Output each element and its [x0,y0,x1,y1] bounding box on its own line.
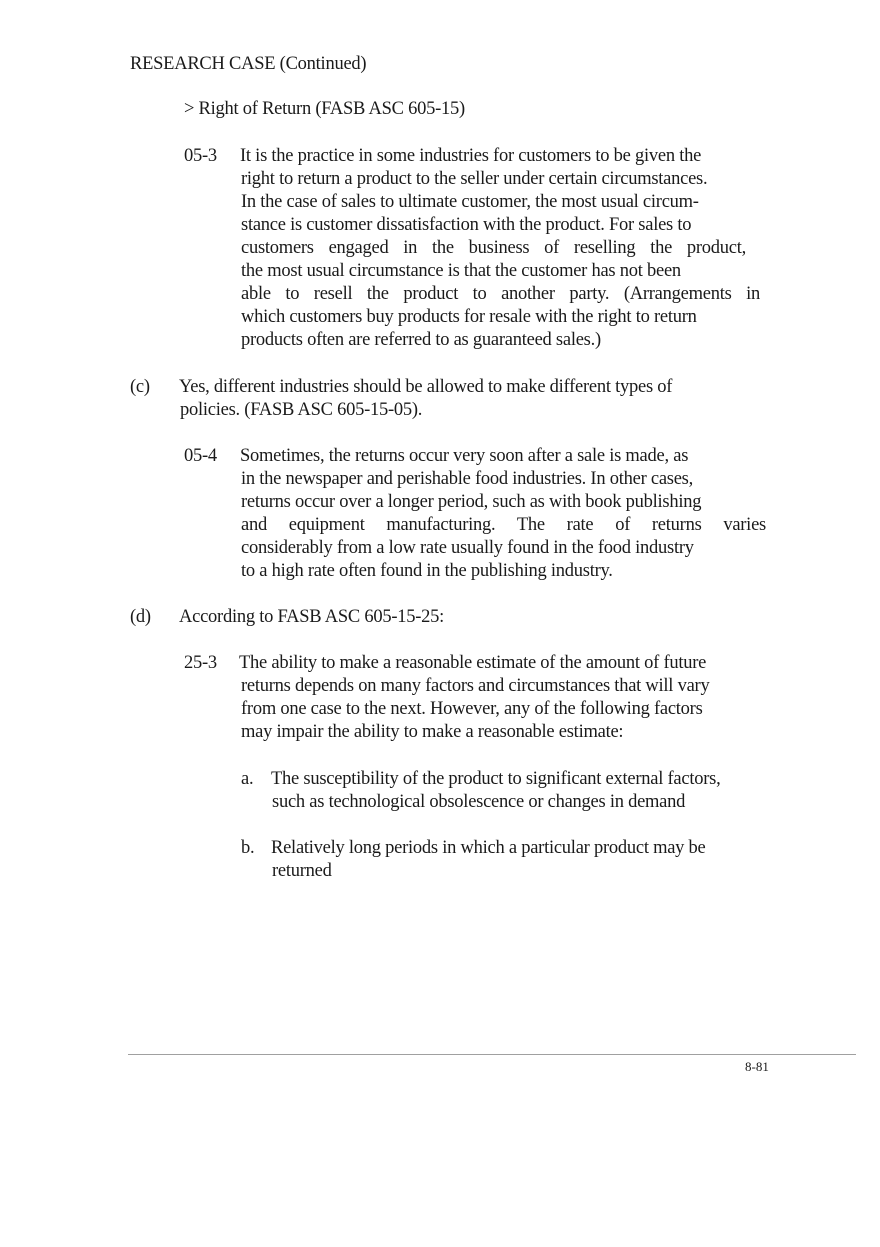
paragraph-line: It is the practice in some industries for customers to be given the [240,146,702,166]
page-header: RESEARCH CASE (Continued) [130,54,367,74]
item-line: policies. (FASB ASC 605-15-05). [180,400,423,420]
page-number: 8-81 [745,1059,769,1074]
paragraph-line: from one case to the next. However, any of the following factors [241,699,703,719]
paragraph-line: In the case of sales to ultimate customer, the most usual circum- [241,192,699,212]
footer-divider [128,1054,856,1055]
item-label: (c) [130,377,150,397]
item-line: Yes, different industries should be allowed to make different types of [179,377,673,397]
item-line: According to FASB ASC 605-15-25: [179,607,445,627]
factor-line: returned [272,861,332,881]
paragraph-number: 25-3 [184,653,217,673]
factor-line: The susceptibility of the product to significant external factors, [271,769,721,789]
factor-label: b. [241,838,255,858]
paragraph-line: may impair the ability to make a reasonable estimate: [241,722,624,742]
paragraph-line: able to resell the product to another party. (Arrangements in [241,284,760,304]
paragraph-line: which customers buy products for resale with the right to return [241,307,697,327]
item-label: (d) [130,607,151,627]
subheading: > Right of Return (FASB ASC 605-15) [184,99,465,119]
paragraph-line: in the newspaper and perishable food industries. In other cases, [241,469,694,489]
paragraph-line: considerably from a low rate usually found in the food industry [241,538,694,558]
paragraph-line: The ability to make a reasonable estimate of the amount of future [239,653,707,673]
paragraph-line: customers engaged in the business of reselling the product, [241,238,746,258]
factor-line: Relatively long periods in which a particular product may be [271,838,706,858]
paragraph-line: Sometimes, the returns occur very soon after a sale is made, as [240,446,689,466]
paragraph-number: 05-3 [184,146,217,166]
paragraph-line: returns depends on many factors and circumstances that will vary [241,676,710,696]
paragraph-line: the most usual circumstance is that the customer has not been [241,261,681,281]
paragraph-line: and equipment manufacturing. The rate of returns varies [241,515,766,535]
paragraph-line: products often are referred to as guaranteed sales.) [241,330,601,350]
paragraph-number: 05-4 [184,446,217,466]
paragraph-line: to a high rate often found in the publishing industry. [241,561,613,581]
paragraph-line: returns occur over a longer period, such as with book publishing [241,492,702,512]
paragraph-line: right to return a product to the seller under certain circumstances. [241,169,708,189]
factor-label: a. [241,769,254,789]
paragraph-line: stance is customer dissatisfaction with the product. For sales to [241,215,692,235]
factor-line: such as technological obsolescence or changes in demand [272,792,686,812]
